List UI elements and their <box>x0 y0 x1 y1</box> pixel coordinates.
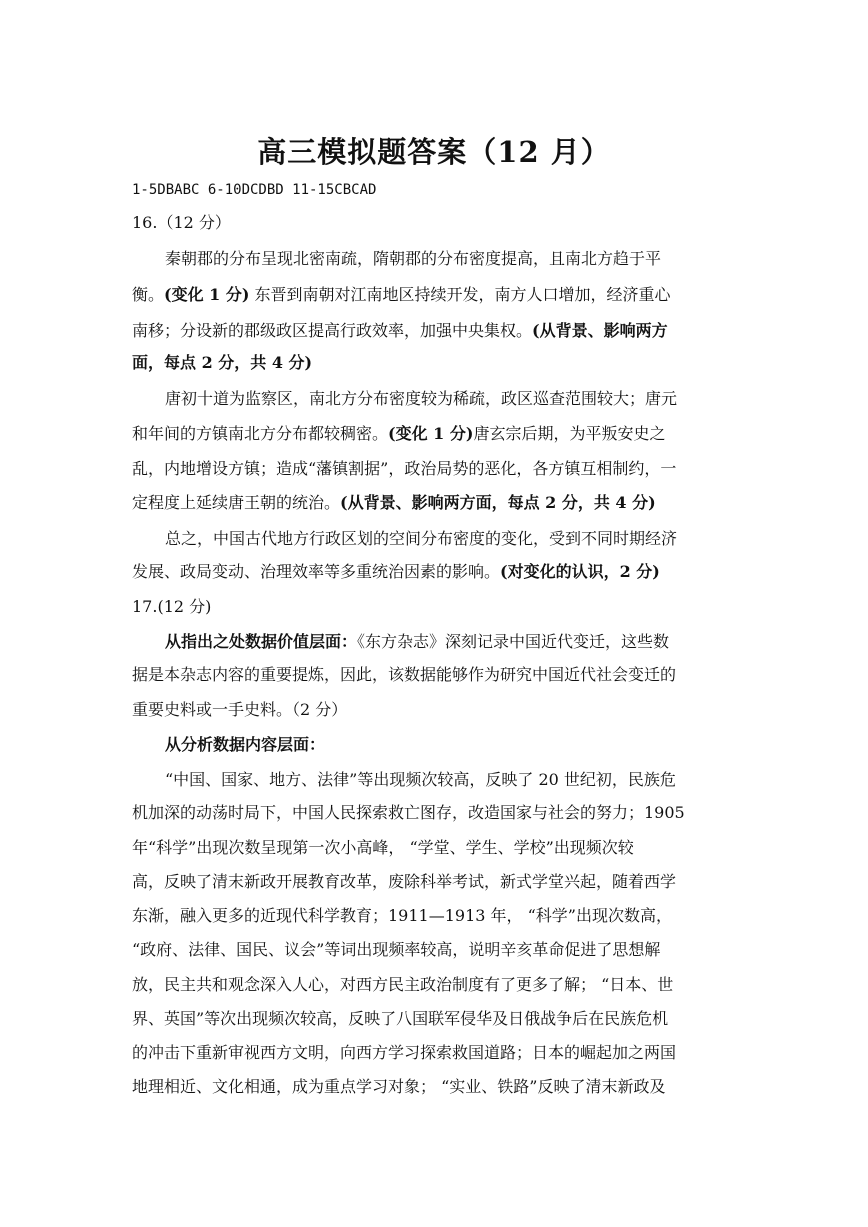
q16-p3-line2 <box>132 562 742 582</box>
q17-p3-line9: 的冲击下重新审视西方文明，向西方学习探索救国道路；日本的崛起加之两国 <box>132 1043 677 1062</box>
q17-p3-line2: 机加深的动荡时局下，中国人民探索救亡图存，改造国家与社会的努力；1905 <box>132 803 685 822</box>
q16-p2-line4 <box>132 493 742 513</box>
q16-p3-score: (对变化的认识，2 分) <box>500 562 660 581</box>
q16-p2-text: 定程度上延续唐王朝的统治。 <box>132 493 341 512</box>
multiple-choice-answers: 1-5DBABC 6-10DCDBD 11-15CBCAD <box>132 182 377 198</box>
q16-p1-score: (变化 1 分) <box>164 285 250 304</box>
q17-p3-line6: “政府、法律、国民、议会”等词出现频率较高，说明辛亥革命促进了思想解 <box>132 940 661 959</box>
q17-p3-line3: 年“科学”出现次数呈现第一次小高峰， “学堂、学生、学校”出现频次较 <box>132 838 634 857</box>
q16-p1-line2 <box>132 285 742 305</box>
q16-header: 16.（12 分） <box>132 213 231 232</box>
q17-p1-heading: 从指出之处数据价值层面： <box>165 632 358 651</box>
q17-p1-line1 <box>165 632 742 652</box>
q16-p3-text: 发展、政局变动、治理效率等多重统治因素的影响。 <box>132 562 501 581</box>
q17-p3-line8: 界、英国”等次出现频次较高，反映了八国联军侵华及日俄战争后在民族危机 <box>132 1009 669 1028</box>
q16-p1-line4: 面，每点 2 分，共 4 分) <box>132 353 313 372</box>
q16-p2-score: (变化 1 分) <box>388 424 474 443</box>
q16-p1-score: (从背景、影响两方 <box>532 321 668 340</box>
q16-p2-text: 唐玄宗后期，为平叛安史之 <box>473 424 666 443</box>
q17-p3-line1: “中国、国家、地方、法律”等出现频次较高，反映了 20 世纪初，民族危 <box>165 770 676 789</box>
page-title: 高三模拟题答案（12 月） <box>257 135 611 169</box>
q17-p3-line5: 东渐，融入更多的近现代科学教育；1911—1913 年， “科学”出现次数高， <box>132 906 672 925</box>
q17-p1-line2: 据是本杂志内容的重要提炼，因此，该数据能够作为研究中国近代社会变迁的 <box>132 665 677 684</box>
q17-p3-line7: 放，民主共和观念深入人心，对西方民主政治制度有了更多了解； “日本、世 <box>132 975 674 994</box>
q17-header: 17.(12 分) <box>132 597 212 616</box>
q16-p1-text: 南移；分设新的郡级政区提高行政效率，加强中央集权。 <box>132 321 533 340</box>
q16-p1-line3 <box>132 321 742 341</box>
q16-p2-line2 <box>132 424 742 444</box>
q16-p2-line3: 乱，内地增设方镇；造成“藩镇割据”，政治局势的恶化，各方镇互相制约，一 <box>132 459 677 478</box>
q16-p2-text: 和年间的方镇南北方分布都较稠密。 <box>132 424 389 443</box>
q16-p2-score: (从背景、影响两方面，每点 2 分，共 4 分) <box>340 493 656 512</box>
q17-p2-heading: 从分析数据内容层面： <box>165 735 326 754</box>
q16-p1-text: 衡。 <box>132 285 165 304</box>
q16-p1-text: 东晋到南朝对江南地区持续开发，南方人口增加，经济重心 <box>249 285 671 304</box>
q17-p1-line3: 重要史料或一手史料。（2 分） <box>132 700 348 719</box>
q16-p3-line1: 总之，中国古代地方行政区划的空间分布密度的变化，受到不同时期经济 <box>165 529 678 548</box>
q16-p2-line1: 唐初十道为监察区，南北方分布密度较为稀疏，政区巡查范围较大；唐元 <box>165 389 678 408</box>
q16-p1-line1: 秦朝郡的分布呈现北密南疏，隋朝郡的分布密度提高，且南北方趋于平 <box>165 249 662 268</box>
q17-p1-text: 《东方杂志》深刻记录中国近代变迁，这些数 <box>357 632 670 651</box>
q17-p3-line4: 高，反映了清末新政开展教育改革，废除科举考试，新式学堂兴起，随着西学 <box>132 872 677 891</box>
q17-p3-line10: 地理相近、文化相通，成为重点学习对象； “实业、铁路”反映了清末新政及 <box>132 1077 666 1096</box>
